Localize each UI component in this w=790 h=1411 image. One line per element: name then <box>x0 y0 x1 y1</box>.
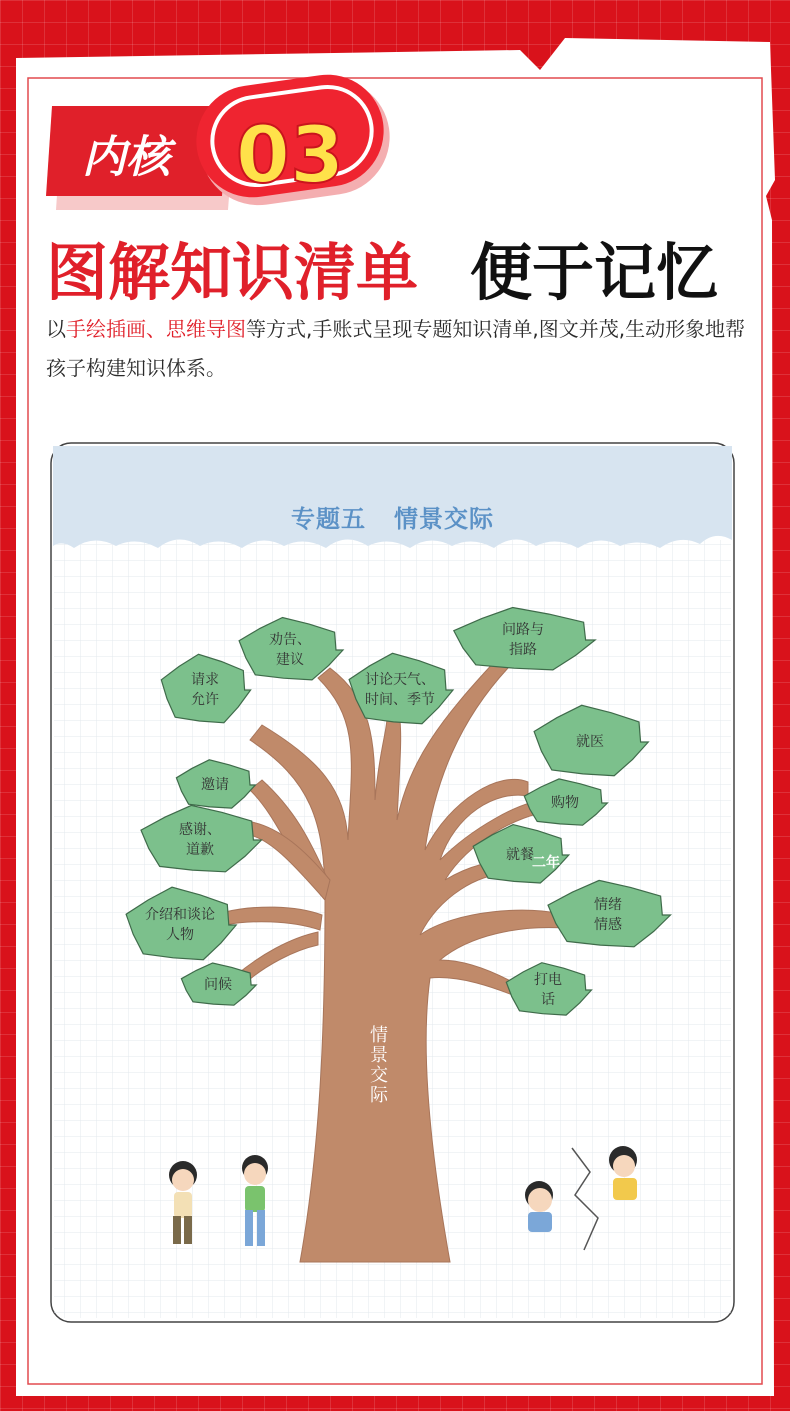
mind-map-node: 就餐 <box>506 847 534 863</box>
mind-map-node: 打电 话 <box>534 972 562 1008</box>
intro-highlight-1: 手绘插画 <box>66 317 146 341</box>
mind-map-node: 感谢、 道歉 <box>179 822 221 858</box>
badge-label: 内核 <box>82 132 170 183</box>
watermark: 二年 <box>532 855 560 871</box>
mind-map-node: 购物 <box>551 795 579 811</box>
intro-text <box>46 310 756 388</box>
intro-lead: 以 <box>46 317 66 341</box>
topic-header <box>53 447 732 587</box>
topic-title <box>53 499 732 534</box>
mind-map-node: 讨论天气、 时间、季节 <box>365 672 435 708</box>
headline-part2: 便于记忆 <box>470 236 719 309</box>
badge-number: 03 <box>235 111 345 201</box>
topic-label: 专题五 <box>291 505 366 533</box>
mind-map-node: 情绪 情感 <box>594 897 622 933</box>
mind-map-node: 邀请 <box>201 777 229 793</box>
headline <box>46 236 718 309</box>
mind-map-node: 问候 <box>204 977 232 993</box>
intro-separator: 、 <box>146 317 166 341</box>
intro-rest: 等方式,手账式呈现专题知识清单,图文并茂,生动形象地帮孩子构建知识体系。 <box>46 317 746 380</box>
trunk-label: 情景交际 <box>367 1025 388 1105</box>
mind-map-node: 劝告、 建议 <box>269 632 311 668</box>
headline-part1: 图解知识清单 <box>46 236 419 309</box>
intro-highlight-2: 思维导图 <box>166 317 246 341</box>
mind-map-node: 介绍和谈论 人物 <box>145 907 215 943</box>
mind-map-node: 就医 <box>576 734 604 750</box>
topic-name: 情景交际 <box>394 505 494 533</box>
mind-map-node: 问路与 指路 <box>502 622 544 658</box>
mind-map-node: 请求 允许 <box>191 672 219 708</box>
